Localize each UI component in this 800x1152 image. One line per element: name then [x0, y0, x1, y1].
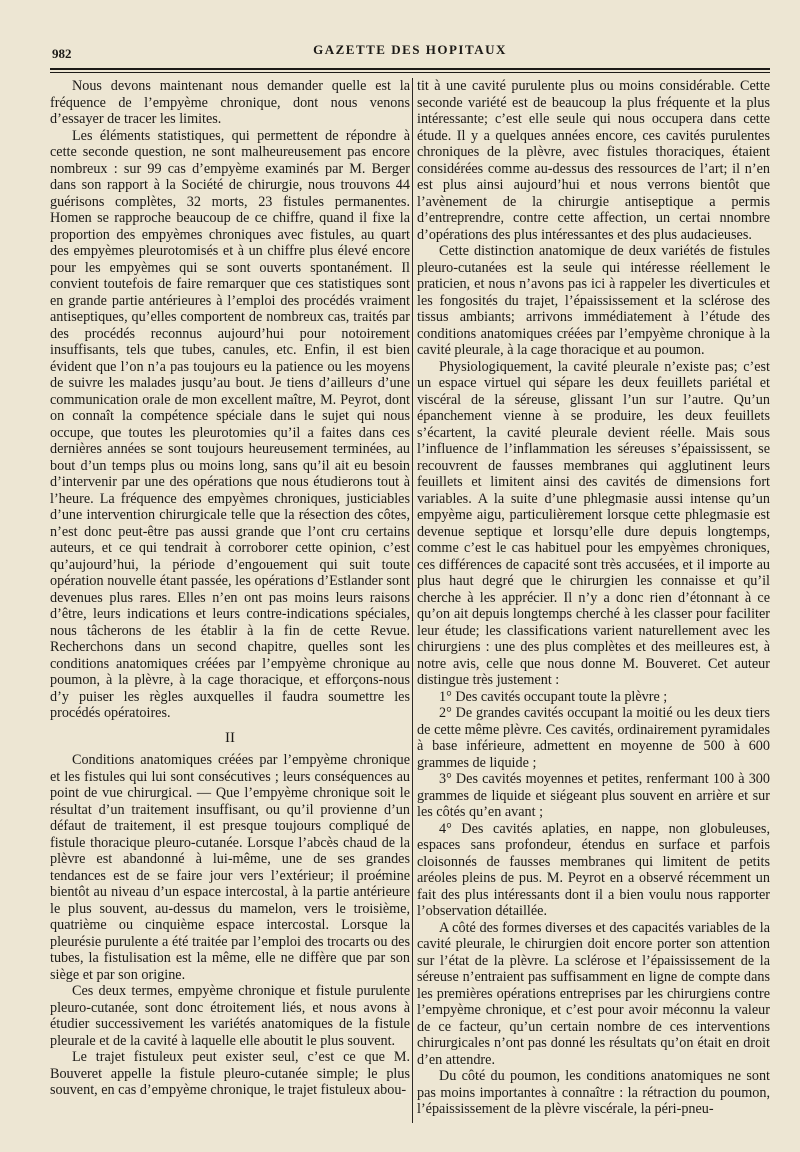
- list-item: 4° Des cavités aplaties, en nappe, non globuleuses, espaces sans profondeur, étendus en surface et parfois cloisonnés de fausses membranes qui limitent de petits aréoles pleins de pus. M. Peyrot en a observé récemment un fait des plus intéressants dont il a bien voulu nous rapporter l’observation détaillée.: [417, 820, 770, 919]
- header-rule-thin: [50, 72, 770, 73]
- left-column: [50, 78, 410, 1099]
- paragraph: tit à une cavité purulente plus ou moins considérable. Cette seconde variété est de beaucoup la plus fréquente et la plus intéressante; c’est elle seule qui nous occupera dans cette étude. Il y a quelques années encore, ces cavités purulentes chroniques de la plèvre, avec fistules thoraciques, étaient considérées comme au-dessus des ressources de l’art; il n’en est plus ainsi aujourd’hui et nous verrons bientôt que l’avènement de la chirurgie antiseptique a permis d’entreprendre, contre cette affection, un certai nnombre d’opérations des plus intéressantes et des plus audacieuses.: [417, 78, 770, 243]
- section-number: II: [225, 729, 235, 746]
- page-header: [50, 36, 770, 66]
- list-item: 3° Des cavités moyennes et petites, renfermant 100 à 300 grammes de liquide et siégeant plus souvent en arrière et sur les côtés qu’en avant ;: [417, 771, 770, 820]
- header-rule-thick: [50, 68, 770, 70]
- paragraph: Le trajet fistuleux peut exister seul, c’est ce que M. Bouveret appelle la fistule pleuro-cutanée simple; le plus souvent, en cas d’empyème chronique, le trajet fistuleux abou-: [50, 1049, 410, 1098]
- list-item: 2° De grandes cavités occupant la moitié ou les deux tiers de cette même plèvre. Ces cavités, ordinairement pyramidales à base inférieure, admettent en moyenne de 500 à 600 grammes de liquide ;: [417, 705, 770, 771]
- column-divider: [412, 78, 413, 1123]
- right-column: [417, 78, 770, 1118]
- paragraph: Ces deux termes, empyème chronique et fistule purulente pleuro-cutanée, sont donc étroitement liés, et nous avons à étudier successivement les variétés anatomiques de la fistule pleurale et de la cavité à laquelle elle aboutit le plus souvent.: [50, 983, 410, 1049]
- paragraph: Cette distinction anatomique de deux variétés de fistules pleuro-cutanées est la seule qui intéresse réellement le praticien, et nous n’avons pas ici à rappeler les diverticules et les fongosités du trajet, l’épaississement et la sclérose des tissus ambiants; arrivons immédiatement à l’étude des conditions anatomiques créées par l’empyème chronique à la cavité pleurale, à la cage thoracique et au poumon.: [417, 243, 770, 358]
- paragraph: Physiologiquement, la cavité pleurale n’existe pas; c’est un espace virtuel qui sépare les deux feuillets pariétal et viscéral de la séreuse, glissant l’un sur l’autre. Qu’un épanchement vienne à se produire, les deux feuillets s’écartent, la cavité pleurale devient réelle. Mais sous l’influence de l’inflammation les séreuses s’épaississent, se recouvrent de fausses membranes qui agglutinent leurs feuillets et limitent ainsi des cavités de dimensions fort variables. A la suite d’une phlegmasie aussi intense qu’un empyème aigu, particulièrement lorsque cette phlegmasie est devenue septique et lorsqu’elle dure depuis longtemps, comme c’est le cas habituel pour les empyèmes chroniques, ces différences de capacité sont très accusées, et il importe au plus haut degré que le chirurgien les connaisse et qu’il cherche à les apprécier. Il n’y a donc rien d’étonnant à ce qu’on ait depuis longtemps cherché à les classer pour faciliter leur étude; les classifications varient naturellement avec les chirurgiens : une des plus complètes et des meilleures est, à notre avis, celle que nous donne M. Bouveret. Cet auteur distingue très justement :: [417, 358, 770, 688]
- paragraph: A côté des formes diverses et des capacités variables de la cavité pleurale, le chirurgien doit encore porter son attention sur l’état de la plèvre. La sclérose et l’épaississement de la séreuse n’entraient pas suffisamment en ligne de compte dans les premières opérations entreprises par les chirurgiens contre l’empyème chronique, et c’est pour avoir méconnu la valeur de ce facteur, qu’un certain nombre de ces interventions chirurgicales n’ont pas donné les résultats qu’on était en droit d’en attendre.: [417, 919, 770, 1068]
- section-heading-paragraph: Conditions anatomiques créées par l’empyème chronique et les fistules qui lui sont consécutives ; leurs conséquences au point de vue chirurgical. — Que l’empyème chronique soit le résultat d’un traitement insuffisant, ou qu’il provienne d’un défaut de traitement, il est presque toujours compliqué de fistule thoracique pleuro-cutanée. Lorsque l’abcès chaud de la plèvre est abandonné à lui-même, une de ses grandes tendances est de se faire jour vers l’extérieur; il proémine bientôt au niveau d’un espace intercostal, à la partie antérieure le plus souvent, au-dessus du mamelon, vers le troisième, quatrième ou cinquième espace intercostal. Lorsque la pleurésie purulente a été traitée par l’emploi des trocarts ou des tubes, la fistulisation est la même, elle ne diffère que par son siège et par son origine.: [50, 752, 410, 983]
- paragraph: Nous devons maintenant nous demander quelle est la fréquence de l’empyème chronique, dont nous venons d’essayer de tracer les limites.: [50, 78, 410, 127]
- page-number: 982: [52, 46, 72, 61]
- list-item: 1° Des cavités occupant toute la plèvre ;: [439, 688, 668, 705]
- paragraph: Du côté du poumon, les conditions anatomiques ne sont pas moins importantes à connaître : la rétraction du poumon, l’épaississement de la plèvre viscérale, la péri-pneu-: [417, 1068, 770, 1117]
- paragraph: Les éléments statistiques, qui permettent de répondre à cette seconde question, ne sont malheureusement pas encore nombreux : sur 99 cas d’empyème examinés par M. Berger dans son rapport à la Société de chirurgie, nous trouvons 44 guérisons complètes, 32 morts, 23 fistules permanentes. Homen se rapproche beaucoup de ce chiffre, quand il fixe la proportion des empyèmes chroniques avec fistules, au quart des empyèmes pleurotomisés et à un chiffre plus élevé encore pour les empyèmes qui se sont ouverts spontanément. Il convient toutefois de faire remarquer que ces statistiques sont en grande partie antérieures à l’emploi des procédés vraiment antiseptiques, qu’elles comportent de nombreux cas, traités par des procédés reconnus aujourd’hui pour notoirement insuffisants, tels que tubes, canules, etc. Enfin, il est bien évident que l’on n’a pas toujours eu la patience ou les moyens de suivre les malades jusqu’au bout. Je tiens d’ailleurs d’une communication orale de mon excellent maître, M. Peyrot, dont on connaît la compétence spéciale dans le sujet qui nous occupe, que toutes les pleurotomies qu’il a faites dans ces dernières années se sont toujours heureusement terminées, au bout d’un temps plus ou moins long, sans qu’il ait eu besoin d’intervenir par une des opérations que nous étudierons tout à l’heure. La fréquence des empyèmes chroniques, justiciables d’une intervention chirurgicale telle que la résection des côtes, n’est donc peut-être pas aussi grande que l’ont cru certains auteurs, et ce qui tendrait à corroborer cette opinion, c’est qu’aujourd’hui, la période d’engouement qui suit toute opération nouvelle étant passée, les opérations d’Estlander sont devenues plus rares. Elles n’en ont pas moins leurs raisons d’être, leurs indications et leurs contre-indications spéciales, nous tâcherons de les établir à la fin de cette Revue. Recherchons dans un second chapitre, quelles sont les conditions anatomiques créées par l’empyème chronique au poumon, à la plèvre, à la cage thoracique, et efforçons-nous d’y puiser les règles auxquelles il faudra soumettre les procédés opératoires.: [50, 127, 410, 721]
- journal-title: GAZETTE DES HOPITAUX: [313, 42, 507, 57]
